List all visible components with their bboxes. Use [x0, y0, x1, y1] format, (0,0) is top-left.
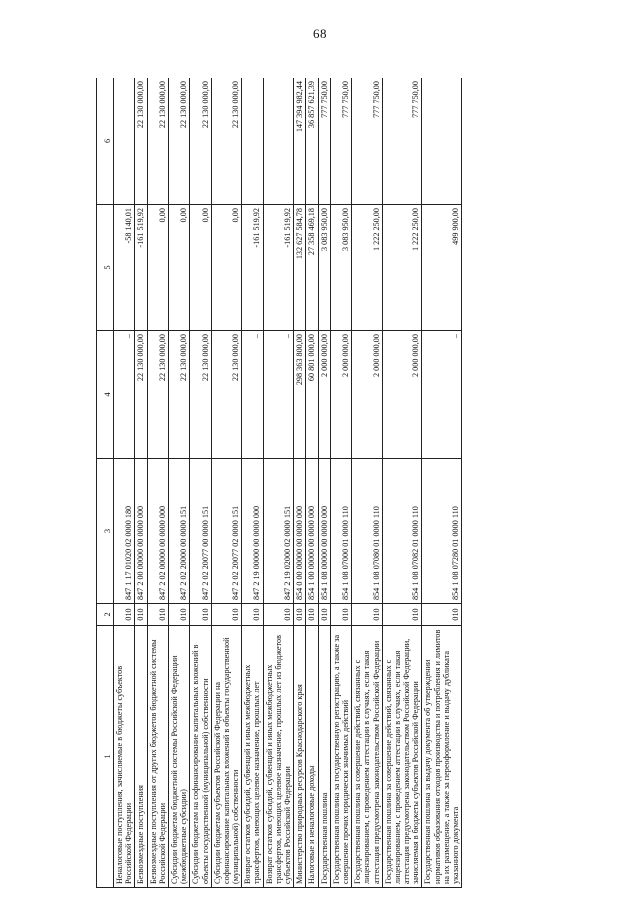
row-value-col5: 1 222 250,00 — [382, 205, 422, 331]
table-row — [211, 78, 242, 888]
row-value-col4: 2 000 000,00 — [382, 331, 422, 459]
row-line-code: 010 — [306, 604, 318, 626]
table-row — [147, 78, 168, 888]
row-value-col5: 3 083 950,00 — [318, 205, 330, 331]
row-budget-code: 854 1 08 07280 01 0000 110 — [422, 459, 462, 604]
row-value-col5: -161 519,92 — [242, 205, 263, 331]
row-value-col5: 0,00 — [211, 205, 242, 331]
row-description: Субсидии бюджетам бюджетной системы Российской Федерации (межбюджетные субсидии) — [168, 626, 189, 888]
table-row — [263, 78, 294, 888]
row-value-col4: – — [242, 331, 263, 459]
table-row — [330, 78, 351, 888]
column-header: 3 — [97, 459, 114, 604]
table-row — [168, 78, 189, 888]
row-value-col5: 1 222 250,00 — [352, 205, 383, 331]
row-value-col5: 132 627 584,78 — [294, 205, 306, 331]
row-value-col6 — [242, 78, 263, 205]
table-row — [135, 78, 147, 888]
row-line-code: 010 — [352, 604, 383, 626]
row-description: Субсидии бюджетам на софинансирование капитальных вложений в объекты государственной (муниципальной) собственности — [190, 626, 211, 888]
row-line-code: 010 — [382, 604, 422, 626]
row-value-col4: – — [114, 331, 135, 459]
column-header: 4 — [97, 331, 114, 459]
table-row — [294, 78, 306, 888]
row-value-col6: 22 130 000,00 — [190, 78, 211, 205]
row-description: Государственная пошлина за совершение действий, связанных с лицензированием, с проведением аттестации в случаях, если такая аттестация предусмотрена законодательством Российской Федерации — [352, 626, 383, 888]
table-body — [114, 78, 462, 888]
row-value-col6: 777 750,00 — [382, 78, 422, 205]
row-budget-code: 847 2 19 00000 00 0000 000 — [242, 459, 263, 604]
row-budget-code: 847 2 19 02000 02 0000 151 — [263, 459, 294, 604]
table-row — [114, 78, 135, 888]
row-line-code: 010 — [263, 604, 294, 626]
row-description: Неналоговые поступления, зачисляемые в бюджеты субъектов Российской Федерации — [114, 626, 135, 888]
page-number: 68 — [313, 26, 327, 41]
row-description: Возврат остатков субсидий, субвенций и иных межбюджетных трансфертов, имеющих целевое назначение, прошлых лет — [242, 626, 263, 888]
report-table — [96, 78, 462, 888]
row-value-col4: 2 000 000,00 — [318, 331, 330, 459]
row-value-col6 — [263, 78, 294, 205]
row-value-col4: 22 130 000,00 — [211, 331, 242, 459]
row-value-col5: 0,00 — [168, 205, 189, 331]
row-value-col6: 22 130 000,00 — [211, 78, 242, 205]
row-budget-code: 847 2 02 00000 00 0000 000 — [147, 459, 168, 604]
rotated-table — [96, 78, 576, 888]
row-line-code: 010 — [211, 604, 242, 626]
row-value-col5: 499 900,00 — [422, 205, 462, 331]
row-description: Министерство природных ресурсов Краснодарского края — [294, 626, 306, 888]
row-line-code: 010 — [422, 604, 462, 626]
column-header: 5 — [97, 205, 114, 331]
header-row — [97, 78, 114, 888]
row-budget-code: 854 1 08 07080 01 0000 110 — [352, 459, 383, 604]
row-value-col4: 22 130 000,00 — [135, 331, 147, 459]
table-row — [242, 78, 263, 888]
row-value-col4: 298 363 800,00 — [294, 331, 306, 459]
row-line-code: 010 — [168, 604, 189, 626]
row-value-col5: 0,00 — [190, 205, 211, 331]
row-value-col6 — [422, 78, 462, 205]
row-value-col6 — [114, 78, 135, 205]
row-description: Государственная пошлина — [318, 626, 330, 888]
row-value-col4: 2 000 000,00 — [352, 331, 383, 459]
row-value-col6: 36 857 621,39 — [306, 78, 318, 205]
table-row — [382, 78, 422, 888]
row-description: Субсидии бюджетам субъектов Российской Федерации на софинансирование капитальных вложений в объекты государственной (муниципальной) собственности — [211, 626, 242, 888]
row-budget-code: 854 1 08 07082 01 0000 110 — [382, 459, 422, 604]
row-value-col6: 147 394 982,44 — [294, 78, 306, 205]
row-line-code: 010 — [114, 604, 135, 626]
table-row — [190, 78, 211, 888]
row-description: Возврат остатков субсидий, субвенций и иных межбюджетных трансфертов, имеющих целевое назначение, прошлых лет из бюджетов субъектов Российской Федерации — [263, 626, 294, 888]
row-value-col5: 0,00 — [147, 205, 168, 331]
table-row — [318, 78, 330, 888]
row-budget-code: 847 2 02 20077 02 0000 151 — [211, 459, 242, 604]
rotated-table-area — [96, 78, 576, 888]
row-value-col4: 22 130 000,00 — [168, 331, 189, 459]
row-description: Безвозмездные поступления — [135, 626, 147, 888]
column-header: 6 — [97, 78, 114, 205]
row-budget-code: 847 2 02 20000 00 0000 151 — [168, 459, 189, 604]
row-budget-code: 854 0 00 00000 00 0000 000 — [294, 459, 306, 604]
row-value-col5: -161 519,92 — [263, 205, 294, 331]
column-header: 2 — [97, 604, 114, 626]
row-value-col5: -58 140,01 — [114, 205, 135, 331]
column-header: 1 — [97, 626, 114, 888]
row-description: Государственная пошлина за государственную регистрацию, а также за совершение прочих юридически значимых действий — [330, 626, 351, 888]
row-description: Государственная пошлина за совершение действий, связанных с лицензированием, с проведением аттестации в случаях, если такая аттестация предусмотрена законодательством Российской Федерации, зачисляемая в бюджеты субъектов Российской Федерации — [382, 626, 422, 888]
row-budget-code: 854 1 08 07000 01 0000 110 — [330, 459, 351, 604]
row-value-col6: 777 750,00 — [330, 78, 351, 205]
row-budget-code: 847 2 00 00000 00 0000 000 — [135, 459, 147, 604]
row-value-col5: 27 358 469,18 — [306, 205, 318, 331]
table-row — [352, 78, 383, 888]
row-value-col6: 22 130 000,00 — [147, 78, 168, 205]
row-line-code: 010 — [135, 604, 147, 626]
row-value-col4: 22 130 000,00 — [147, 331, 168, 459]
row-budget-code: 854 1 00 00000 00 0000 000 — [306, 459, 318, 604]
table-row — [306, 78, 318, 888]
row-budget-code: 847 1 17 01020 02 0000 180 — [114, 459, 135, 604]
row-value-col4: 60 801 000,00 — [306, 331, 318, 459]
row-line-code: 010 — [242, 604, 263, 626]
row-value-col4: 2 000 000,00 — [330, 331, 351, 459]
row-line-code: 010 — [330, 604, 351, 626]
row-value-col6: 777 750,00 — [318, 78, 330, 205]
row-value-col4: – — [422, 331, 462, 459]
row-line-code: 010 — [294, 604, 306, 626]
row-value-col6: 22 130 000,00 — [168, 78, 189, 205]
row-budget-code: 854 1 08 00000 00 0000 000 — [318, 459, 330, 604]
row-value-col6: 22 130 000,00 — [135, 78, 147, 205]
row-value-col4: 22 130 000,00 — [190, 331, 211, 459]
row-value-col6: 777 750,00 — [352, 78, 383, 205]
row-line-code: 010 — [318, 604, 330, 626]
table-row — [422, 78, 462, 888]
row-line-code: 010 — [190, 604, 211, 626]
row-budget-code: 847 2 02 20077 00 0000 151 — [190, 459, 211, 604]
row-value-col5: 3 083 950,00 — [330, 205, 351, 331]
row-value-col4: – — [263, 331, 294, 459]
row-description: Безвозмездные поступления от других бюджетов бюджетной системы Российской Федерации — [147, 626, 168, 888]
row-description: Налоговые и неналоговые доходы — [306, 626, 318, 888]
row-line-code: 010 — [147, 604, 168, 626]
row-value-col5: -161 519,92 — [135, 205, 147, 331]
row-description: Государственная пошлина за выдачу документа об утверждении нормативов образования отходов производства и потребления и лимитов на их размещение, а также за переоформление и выдачу дубликата указанного документа — [422, 626, 462, 888]
